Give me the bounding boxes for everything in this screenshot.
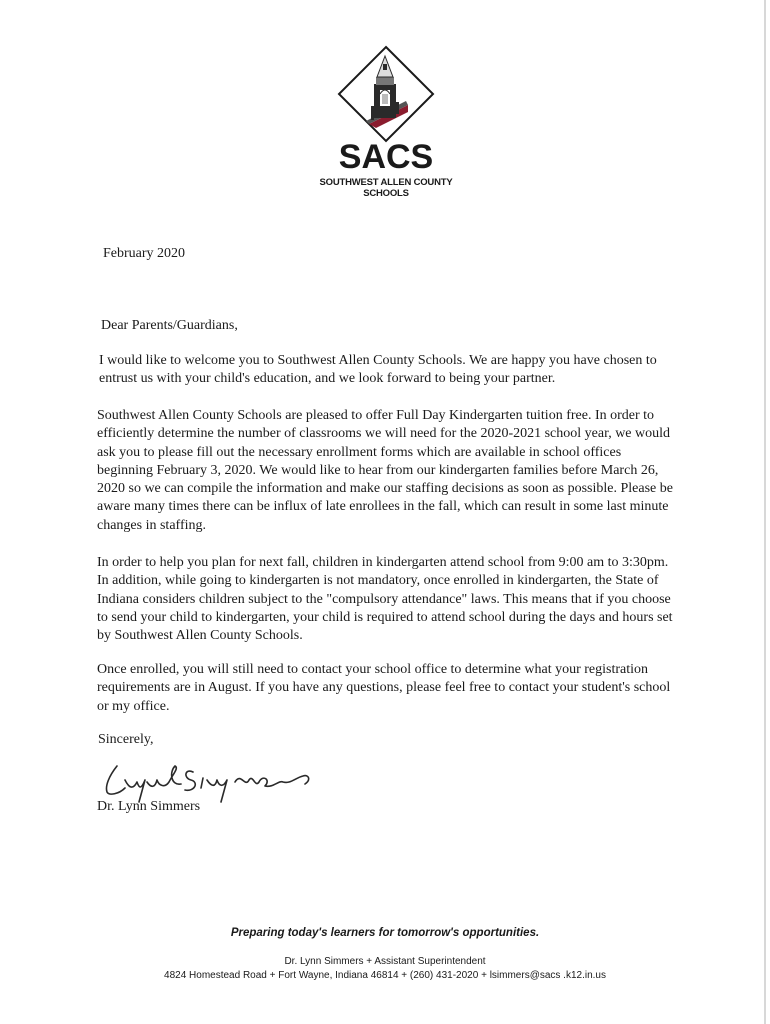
signer-name: Dr. Lynn Simmers [97,799,201,814]
letter-paragraph-schedule: In order to help you plan for next fall, children in kindergarten attend school from 9:00 am to 3:30pm. In addition, while going to kindergarten is not mandatory, once enrolled in kindergarten, the State of Indiana considers children subject to the "compulsory attendance" laws. This means that if you choose to send your child to kindergarten, your child is required to attend school during the days and hours set by Southwest Allen County Schools. [97,555,673,644]
letter-paragraph-welcome: I would like to welcome you to Southwest Allen County Schools. We are happy you have chosen to entrust us with your child's education, and we look forward to being your partner. [99,353,657,387]
logo-wordmark: SACS [338,138,434,176]
footer-contact-address: 4824 Homestead Road + Fort Wayne, Indiana 46814 + (260) 431-2020 + lsimmers@sacs .k12.in.us [164,970,606,981]
school-building-logo-icon [336,44,436,144]
page-edge-divider [764,0,766,1024]
logo-subtitle: SOUTHWEST ALLEN COUNTY SCHOOLS [319,177,453,199]
footer-sender-title: Dr. Lynn Simmers + Assistant Superintendent [284,956,486,967]
letter-paragraph-kindergarten-offer: Southwest Allen County Schools are pleased to offer Full Day Kindergarten tuition free. In order to efficiently determine the number of classrooms we will need for the 2020-2021 school year, we would ask you to please fill out the necessary enrollment forms which are available in school offices beginning February 3, 2020. We would like to hear from our kindergarten families before March 26, 2020 so we can compile the information and make our staffing decisions as soon as possible. Please be aware many times there can be influx of late enrollees in the fall, which can result in some last minute changes in staffing. [97,408,673,533]
footer-tagline: Preparing today's learners for tomorrow's opportunities. [230,927,540,939]
letter-paragraph-contact: Once enrolled, you will still need to contact your school office to determine what your registration requirements are in August. If you have any questions, please feel free to contact your student's school or my office. [97,662,671,714]
letter-closing: Sincerely, [98,732,154,747]
letter-salutation: Dear Parents/Guardians, [101,318,238,333]
sacs-logo [296,44,476,199]
letter-date: February 2020 [103,246,186,261]
